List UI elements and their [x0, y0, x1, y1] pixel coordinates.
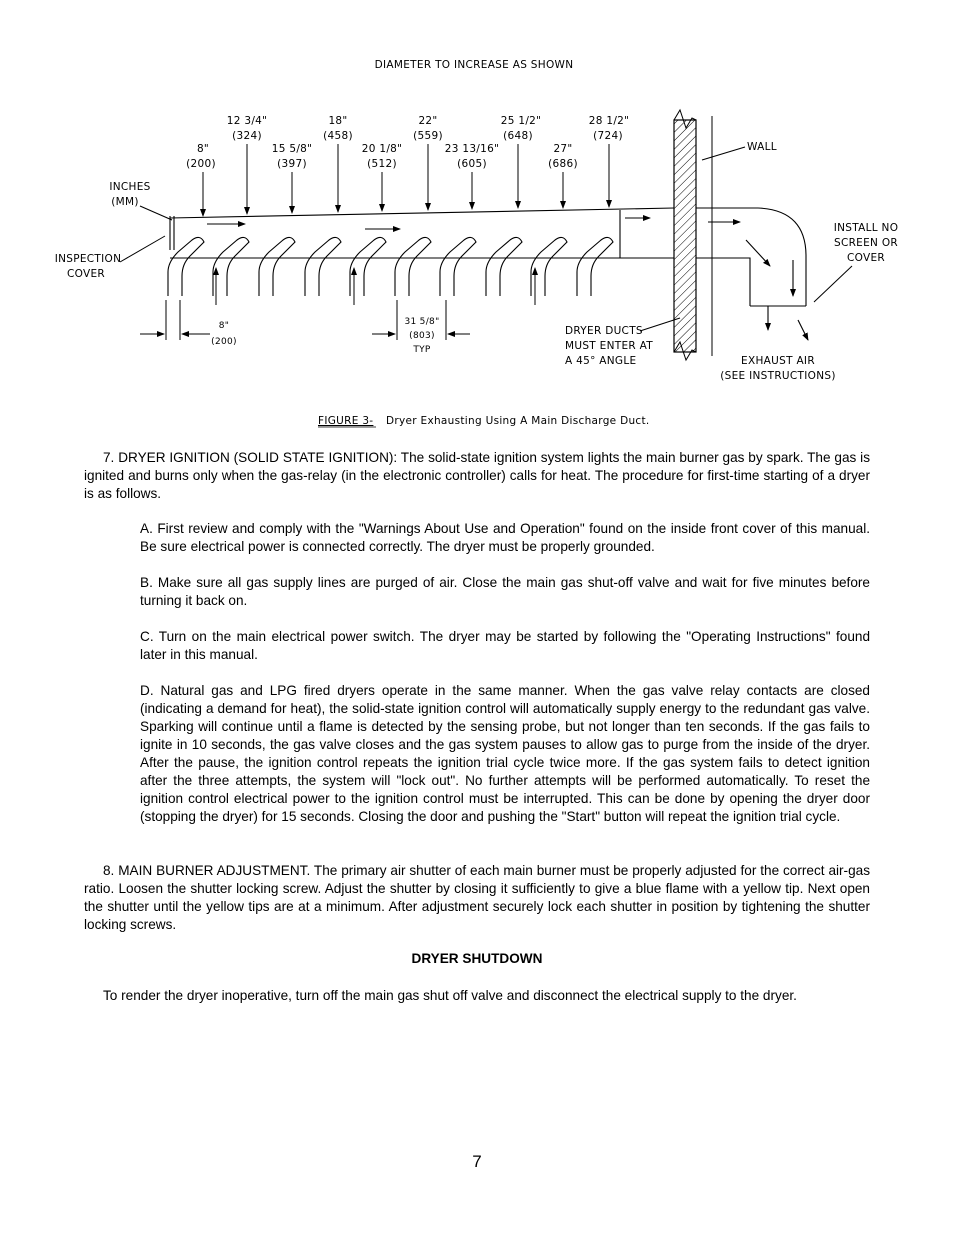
- dryer-duct: [305, 237, 341, 296]
- diameter-label-mm: (458): [323, 130, 353, 142]
- wall: [674, 120, 696, 352]
- exhaust-label-2: (SEE INSTRUCTIONS): [720, 370, 836, 382]
- diameter-label-mm: (559): [413, 130, 443, 142]
- diameter-label: 12 3/4": [226, 115, 268, 127]
- diameter-labels: [186, 115, 629, 170]
- diameter-label-mm: (200): [186, 158, 216, 170]
- diameter-label: 23 13/16": [444, 143, 500, 155]
- diameter-label: 25 1/2": [500, 115, 542, 127]
- exhaust-duct-figure: [0, 0, 954, 440]
- shutdown-heading: DRYER SHUTDOWN: [411, 951, 543, 966]
- dryer-ducts: [168, 237, 613, 296]
- ducts-angle-label-2: MUST ENTER AT: [565, 340, 654, 352]
- exhaust-elbow: [696, 208, 808, 340]
- spacing-mid-label-mm: (803): [409, 331, 435, 341]
- ducts-angle-label: DRYER DUCTS: [565, 325, 643, 337]
- figure-caption-text: Dryer Exhausting Using A Main Discharge Duct.: [386, 415, 650, 427]
- diameter-label-mm: (605): [457, 158, 487, 170]
- wall-leader: [702, 147, 745, 160]
- diameter-label: 18": [328, 115, 348, 127]
- dryer-duct: [213, 237, 249, 296]
- section-8: 8. MAIN BURNER ADJUSTMENT. The primary air shutter of each main burner must be properly adjusted for the correct air-gas ratio. Loosen the shutter locking screw. Adjust the shutter by closing it sufficiently to give a blue flame with a yellow tip. Next open the shutter until the yellow tips are at a minimum. After adjustment securely lock each shutter in position by tightening the shutter locking screws.: [84, 863, 870, 932]
- step-b: B. Make sure all gas supply lines are purged of air. Close the main gas shut-off valve and wait for five minutes before turning it back on.: [140, 575, 870, 608]
- install-label-2: SCREEN OR: [833, 237, 899, 249]
- diameter-label-mm: (686): [548, 158, 578, 170]
- diameter-label-mm: (397): [277, 158, 307, 170]
- spacing-left-label: 8": [218, 321, 230, 331]
- units-label: INCHES: [109, 181, 151, 193]
- dryer-duct: [350, 237, 386, 296]
- dryer-duct: [259, 237, 295, 296]
- exhaust-label: EXHAUST AIR: [741, 355, 815, 367]
- diameter-label-mm: (648): [503, 130, 533, 142]
- dryer-duct: [577, 237, 613, 296]
- ducts-angle-label-3: A 45° ANGLE: [565, 355, 637, 367]
- inspection-cover-label-2: COVER: [66, 268, 106, 280]
- units-leader: [140, 206, 172, 220]
- diameter-pointers: [203, 144, 609, 216]
- spacing-mid-label: 31 5/8": [404, 317, 440, 327]
- dryer-duct: [168, 237, 204, 296]
- diameter-label-mm: (324): [232, 130, 262, 142]
- dryer-duct: [440, 237, 476, 296]
- figure-top-note: DIAMETER TO INCREASE AS SHOWN: [374, 59, 574, 71]
- diameter-label: 22": [418, 115, 438, 127]
- inspection-cover-label: INSPECTION: [54, 253, 122, 265]
- diameter-label: 20 1/8": [361, 143, 403, 155]
- step-c: C. Turn on the main electrical power switch. The dryer may be started by following the "Operating Instructions" found later in this manual.: [140, 629, 870, 662]
- dryer-duct: [395, 237, 431, 296]
- diameter-label: 15 5/8": [271, 143, 313, 155]
- wall-label: WALL: [747, 141, 777, 153]
- diameter-label: 28 1/2": [588, 115, 630, 127]
- shutdown-text: To render the dryer inoperative, turn off the main gas shut off valve and disconnect the electrical supply to the dryer.: [103, 988, 797, 1003]
- spacing-left-label-mm: (200): [211, 337, 237, 347]
- install-leader: [814, 266, 852, 302]
- diameter-label-mm: (512): [367, 158, 397, 170]
- install-label: INSTALL NO: [833, 222, 899, 234]
- diameter-label: 8": [196, 143, 210, 155]
- dryer-duct: [531, 237, 567, 296]
- dryer-duct: [486, 237, 522, 296]
- diameter-label: 27": [553, 143, 573, 155]
- install-label-3: COVER: [846, 252, 886, 264]
- section-7-intro: 7. DRYER IGNITION (SOLID STATE IGNITION): The solid-state ignition system lights the main burner gas by spark. The gas is ignited and burns only when the gas-relay (in the electronic controller) calls for heat. The procedure for first-time starting of a dryer is as follows.: [84, 450, 870, 501]
- spacing-mid-typ: TYP: [413, 345, 431, 355]
- units-label-mm: (MM): [111, 196, 139, 208]
- step-a: A. First review and comply with the "Warnings About Use and Operation" found on the inside front cover of this manual. Be sure electrical power is connected correctly. The dryer must be properly grounded.: [140, 521, 870, 554]
- page-number: 7: [472, 1152, 482, 1171]
- step-d: D. Natural gas and LPG fired dryers operate in the same manner. When the gas valve relay contacts are closed (indicating a demand for heat), the solid-state ignition control will automatically supply energy to the redundant gas valve. Sparking will continue until a flame is detected by the sensing probe, but not longer than ten seconds. If the gas fails to ignite in 10 seconds, the gas valve closes and the gas system pauses to allow gas to purge from the inside of the dryer. After the pause, the ignition control repeats the ignition trial cycle twice more. If the gas system fails to detect ignition after the three attempts, the system will "lock out". No further attempts will be performed automatically. To reset the ignition control electrical power to the ignition control must be interrupted. This can be done by opening the dryer door (stopping the dryer) for 15 seconds. Closing the door and pushing the "Start" button will repeat the ignition trial cycle.: [140, 683, 870, 824]
- figure-caption-label: FIGURE 3-: [318, 415, 374, 427]
- diameter-label-mm: (724): [593, 130, 623, 142]
- inspection-leader: [120, 236, 165, 262]
- inlet-arrows: [216, 268, 535, 305]
